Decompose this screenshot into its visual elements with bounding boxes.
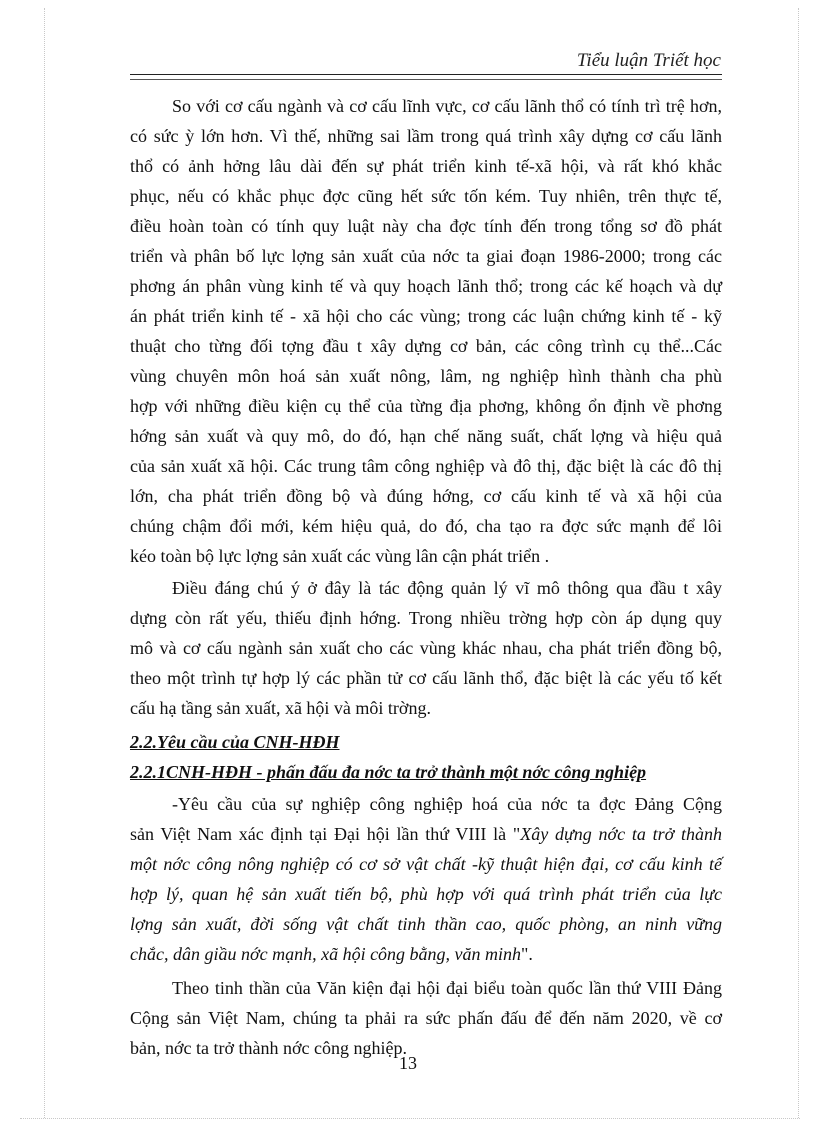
paragraph-2-line: cấu hạ tầng sản xuất, xã hội và môi trờng. [130,698,431,718]
paragraph-2-line: dựng còn rất yếu, thiếu định hớng. Trong nhiều trờng hợp còn áp dụng quy [130,608,722,628]
page-border-right [798,8,799,1118]
paragraph-3-text: ". [521,944,533,964]
paragraph-1-line: vùng chuyên môn hoá sản xuất nông, lâm, ng nghiệp hình thành cha phù [130,366,722,386]
paragraph-1-line: phục, nếu có khắc phục đợc cũng hết sức tốn kém. Tuy nhiên, trên thực tế, [130,186,722,206]
paragraph-1-line: chúng chậm đổi mới, kém hiệu quả, do đó, cha tạo ra đợc sức mạnh để lôi [130,516,722,536]
paragraph-3-line: -Yêu cầu của sự nghiệp công nghiệp hoá của nớc ta đợc Đảng Cộng [172,794,722,814]
page-border-bottom [20,1118,800,1119]
paragraph-1-line: hớng sản xuất và quy mô, do đó, hạn chế năng suất, chất lợng và hiệu quả [130,426,722,446]
paragraph-4-line: bản, nớc ta trở thành nớc công nghiệp. [130,1038,407,1058]
paragraph-1-line: thuật cho từng đối tợng đầu t xây dựng cơ bản, các công trình cụ thể...Các [130,336,722,356]
running-header: Tiểu luận Triết học [576,50,721,71]
paragraph-3-quote: Xây dựng nớc ta trở thành [520,824,722,844]
paragraph-2-line: theo một trình tự hợp lý các phần tử cơ cấu lãnh thổ, đặc biệt là các yếu tố kết [130,668,722,688]
header-rule-thin [130,79,722,80]
paragraph-2-line: Điều đáng chú ý ở đây là tác động quản lý vĩ mô thông qua đầu t xây [172,578,722,598]
paragraph-3-quote: chắc, dân giầu nớc mạnh, xã hội công bằng, văn minh [130,944,522,964]
paragraph-3-quote-line: một nớc công nông nghiệp có cơ sở vật chất -kỹ thuật hiện đại, cơ cấu kinh tế [130,854,722,874]
paragraph-1-line: có sức ỳ lớn hơn. Vì thế, những sai lầm trong quá trình xây dựng cơ cấu lãnh [130,126,722,146]
paragraph-1-line: lớn, cha phát triển đồng bộ và đúng hớng, cơ cấu kinh tế và xã hội của [130,486,722,506]
paragraph-1-line: hợp với những điều kiện cụ thể của từng địa phơng, không ổn định về phơng [130,396,722,416]
paragraph-4-line: Cộng sản Việt Nam, chúng ta phải ra sức phấn đấu để đến năm 2020, về cơ [130,1008,722,1028]
paragraph-3-quote-line: hợp lý, quan hệ sản xuất tiến bộ, phù hợp với quá trình phát triển của lực [130,884,722,904]
page-border-left [44,8,45,1118]
paragraph-1-line: kéo toàn bộ lực lợng sản xuất các vùng lân cận phát triển . [130,546,550,566]
paragraph-4-line: Theo tinh thần của Văn kiện đại hội đại biểu toàn quốc lần thứ VIII Đảng [172,978,722,998]
paragraph-3-text: sản Việt Nam xác định tại Đại hội lần thứ VIII là " [130,824,521,844]
paragraph-3-quote-line: lợng sản xuất, đời sống vật chất tinh thần cao, quốc phòng, an ninh vững [130,914,722,934]
paragraph-1-line: của sản xuất xã hội. Các trung tâm công nghiệp và đô thị, đặc biệt là các đô thị [130,456,722,476]
paragraph-3-line [130,941,722,967]
page-number: 13 [399,1053,417,1073]
section-heading-2-2-1: 2.2.1CNH-HĐH - phấn đấu đa nớc ta trở thành một nớc công nghiệp [130,762,647,782]
paragraph-3-line [130,821,722,847]
paragraph-1-line: điều hoàn toàn có tính quy luật này cha đợc tính đến trong tổng sơ đồ phát [130,216,722,236]
paragraph-1-line: So với cơ cấu ngành và cơ cấu lĩnh vực, cơ cấu lãnh thổ có tính trì trệ hơn, [172,96,722,116]
paragraph-1-line: triển và phân bố lực lợng sản xuất của nớc ta giai đoạn 1986-2000; trong các [130,246,722,266]
section-heading-2-2: 2.2.Yêu cầu của CNH-HĐH [130,732,340,752]
paragraph-1-line: thổ có ảnh hởng lâu dài đến sự phát triển kinh tế-xã hội, và rất khó khắc [130,156,722,176]
paragraph-1-line: phơng án phân vùng kinh tế và quy hoạch lãnh thổ; trong các kế hoạch và dự [130,276,722,296]
paragraph-2-line: mô và cơ cấu ngành sản xuất cho các vùng khác nhau, cha phát triển đồng bộ, [130,638,722,658]
paragraph-1-line: án phát triển kinh tế - xã hội cho các vùng; trong các luận chứng kinh tế - kỹ [130,306,722,326]
header-rule [130,74,722,75]
